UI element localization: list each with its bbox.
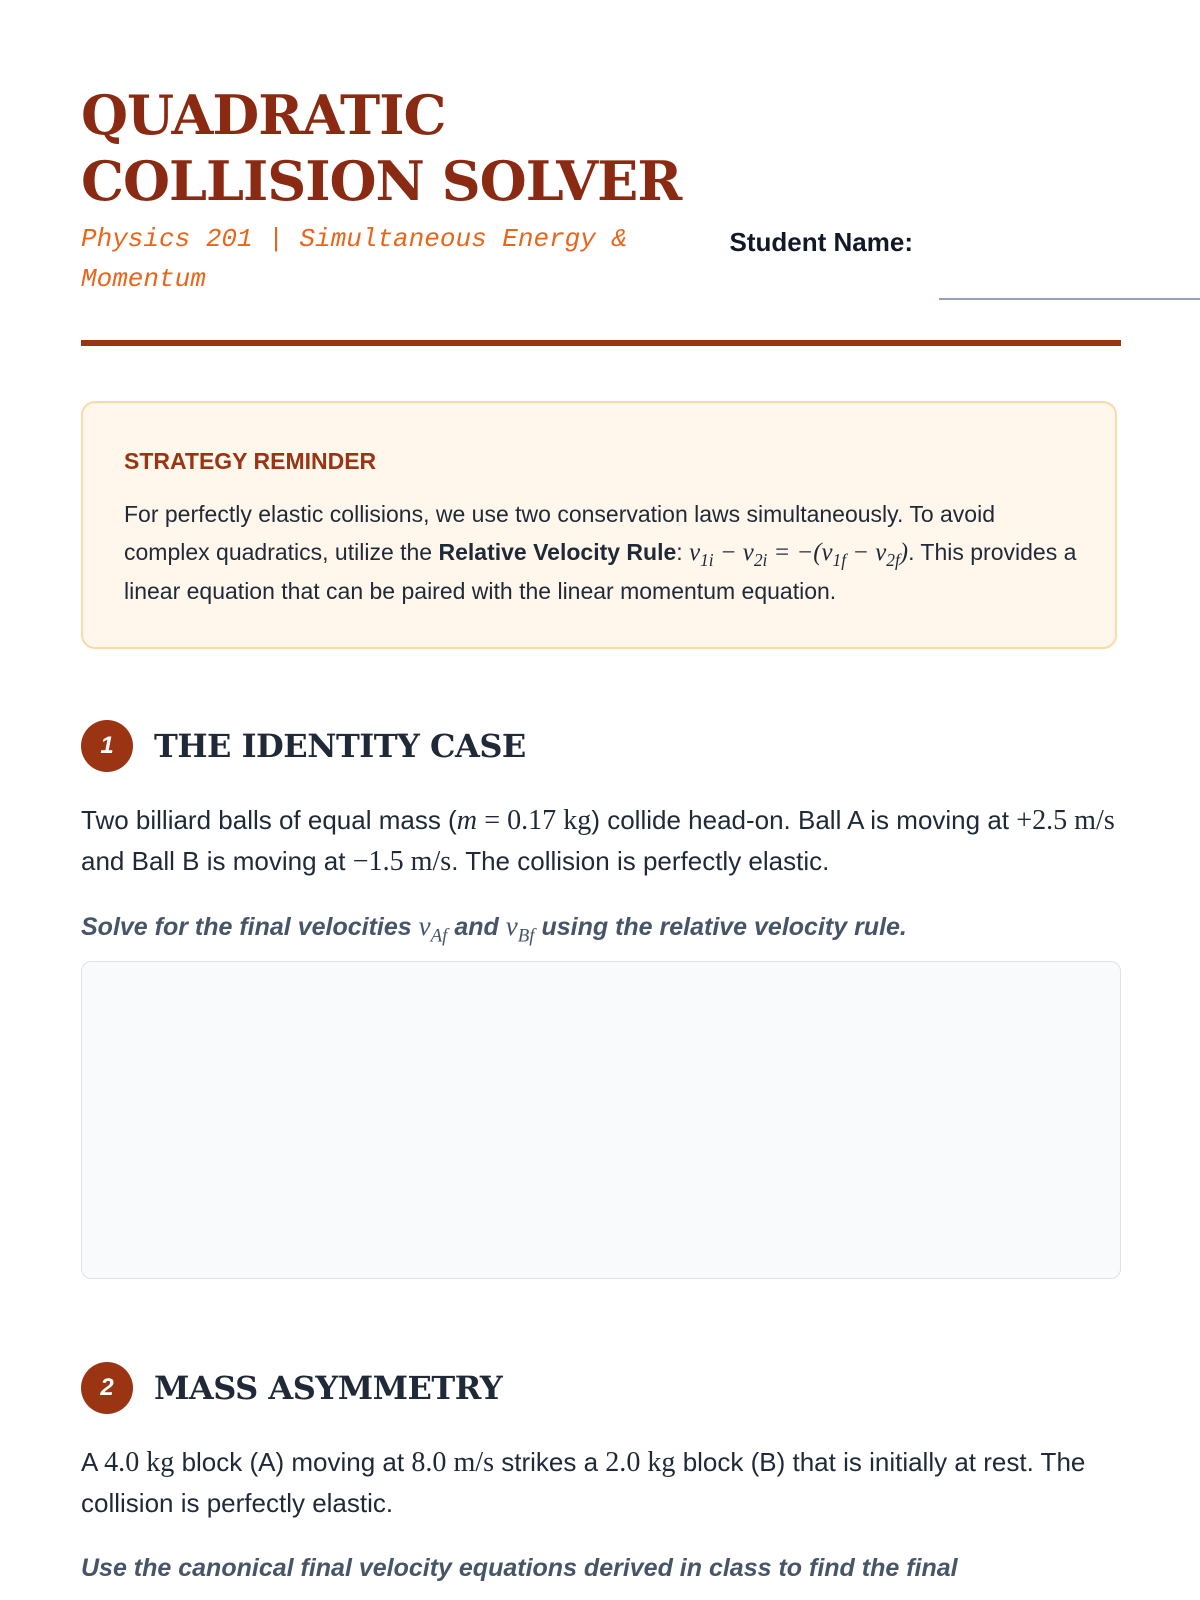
strategy-reminder-text: For perfectly elastic collisions, we use two conservation laws simultaneously. To avoid complex quadratics, utilize the Relative Velocity Rule: $v_{1i} - v_{2i} = -(v_{1f} - v_{2f})$. This provides a linear equation that can be paired with the linear momentum equation. (124, 501, 1077, 604)
section-1-instruction: Solve for the final velocities $v_{Af}$ and $v_{Bf}$ using the relative velocity rule. (81, 911, 907, 947)
title-line-1: QUADRATIC (81, 83, 446, 147)
worksheet-header (81, 0, 1121, 347)
section-1-number-badge: 1 (81, 720, 133, 772)
student-name-label: Student Name: (729, 227, 913, 257)
relative-velocity-equation: $v_{1i} - v_{2i} = -(v_{1f} - v_{2f})$ (689, 539, 909, 570)
title-line-2: COLLISION SOLVER (81, 149, 682, 213)
section-1-answer-area[interactable] (81, 961, 1121, 1279)
section-1-problem-text: Two billiard balls of equal mass (m = 0.17 kg) collide head-on. Ball A is moving at +2.5 m/s and Ball B is moving at −1.5 m/s. The collision is perfectly elastic. (81, 805, 1115, 877)
section-2-title: MASS ASYMMETRY (154, 1369, 503, 1407)
section-2-problem-text: A 4.0 kg block (A) moving at 8.0 m/s strikes a 2.0 kg block (B) that is initially at rest. The collision is perfectly elastic. (81, 1447, 1086, 1518)
header-divider (81, 340, 1121, 346)
section-1-title: THE IDENTITY CASE (154, 727, 526, 765)
worksheet-page (81, 0, 1121, 1582)
strategy-reminder-title: STRATEGY REMINDER (124, 448, 377, 474)
student-name-field[interactable] (939, 298, 1200, 300)
relative-velocity-rule-label: Relative Velocity Rule (438, 539, 677, 565)
course-subtitle: Physics 201 | Simultaneous Energy & Momentum (81, 224, 628, 294)
page-title (81, 82, 701, 214)
section-2-number-badge: 2 (81, 1362, 133, 1414)
section-2-instruction: Use the canonical final velocity equations derived in class to find the final (81, 1554, 958, 1582)
